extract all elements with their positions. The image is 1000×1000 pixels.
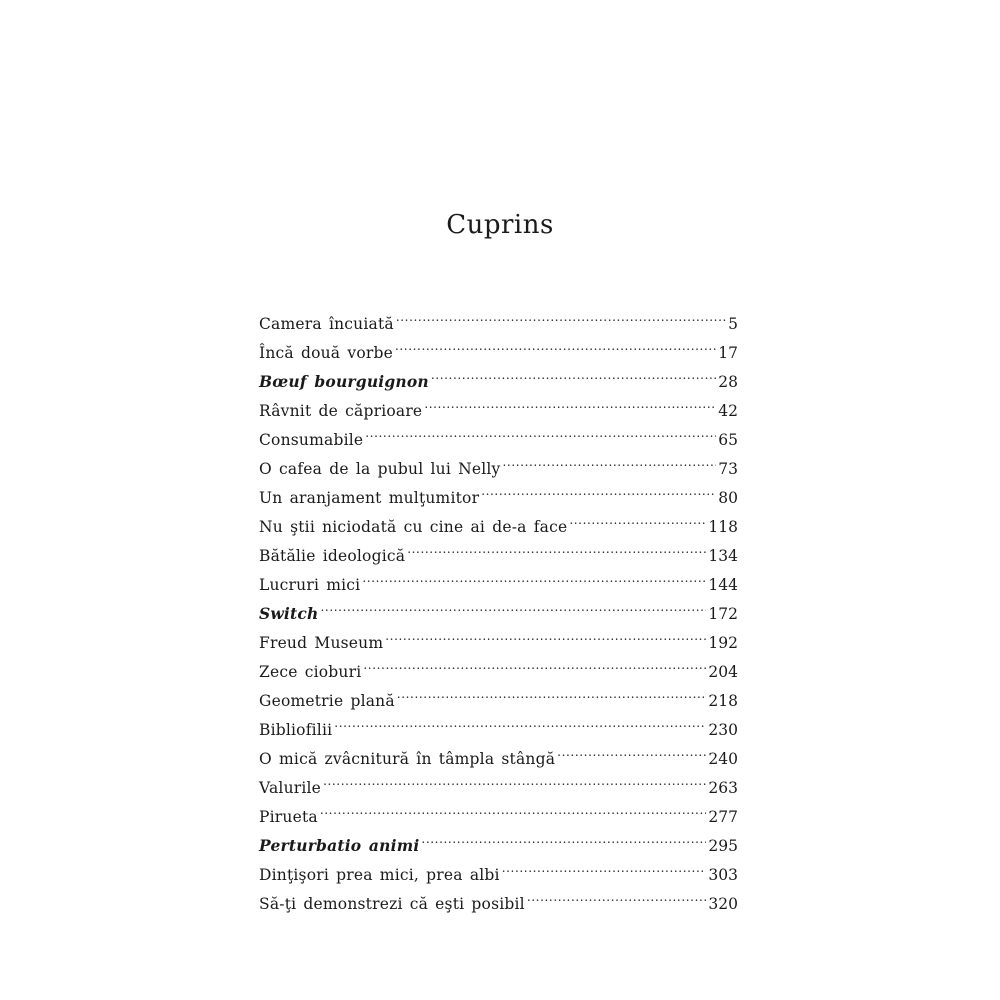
toc-entry-title: Pirueta — [259, 808, 318, 826]
toc-dot-leader — [362, 561, 706, 590]
toc-dot-leader — [431, 358, 716, 387]
toc-entry-page-number: 295 — [708, 837, 738, 855]
toc-entry-title: O cafea de la pubul lui Nelly — [259, 460, 501, 478]
toc-entry-title: O mică zvâcnitură în tâmpla stângă — [259, 750, 556, 768]
toc-dot-leader — [323, 764, 706, 793]
toc-entry — [259, 822, 738, 855]
page-title: Cuprins — [446, 210, 554, 240]
toc-dot-leader — [396, 300, 726, 329]
toc-dot-leader — [503, 445, 717, 474]
toc-entry-page-number: 80 — [718, 489, 738, 507]
toc-entry-title: Dinţişori prea mici, prea albi — [259, 866, 500, 884]
toc-entry-page-number: 263 — [708, 779, 738, 797]
toc-entry-title: Un aranjament mulţumitor — [259, 489, 480, 507]
toc-entry — [259, 300, 738, 333]
toc-entry — [259, 619, 738, 652]
toc-entry-title: Bătălie ideologică — [259, 547, 406, 565]
toc-entry-page-number: 303 — [708, 866, 738, 884]
toc-entry — [259, 764, 738, 797]
toc-entry-page-number: 28 — [718, 373, 738, 391]
toc-dot-leader — [421, 822, 706, 851]
toc-dot-leader — [365, 416, 716, 445]
toc-entry-page-number: 172 — [708, 605, 738, 623]
toc-entry-title: Switch — [259, 604, 319, 623]
toc-entry-title: Să-ţi demonstrezi că eşti posibil — [259, 895, 525, 913]
toc-entry-title: Bœuf bourguignon — [259, 372, 429, 391]
toc-entry-title: Valurile — [259, 779, 322, 797]
toc-dot-leader — [569, 503, 706, 532]
toc-entry-title: Râvnit de căprioare — [259, 402, 423, 420]
toc-entry-page-number: 240 — [708, 750, 738, 768]
toc-dot-leader — [424, 387, 716, 416]
toc-entry-page-number: 230 — [708, 721, 738, 739]
toc-dot-leader — [363, 648, 706, 677]
table-of-contents — [259, 300, 738, 913]
toc-dot-leader — [385, 619, 706, 648]
toc-dot-leader — [407, 532, 706, 561]
toc-dot-leader — [397, 677, 707, 706]
toc-entry-page-number: 144 — [708, 576, 738, 594]
toc-dot-leader — [527, 880, 707, 909]
toc-entry-title: Bibliofilii — [259, 721, 333, 739]
toc-entry-title: Geometrie plană — [259, 692, 395, 710]
toc-dot-leader — [481, 474, 716, 503]
toc-dot-leader — [334, 706, 706, 735]
toc-dot-leader — [321, 590, 707, 619]
toc-entry-title: Freud Museum — [259, 634, 384, 652]
toc-entry-page-number: 118 — [708, 518, 738, 536]
toc-entry-page-number: 204 — [708, 663, 738, 681]
toc-entry-page-number: 192 — [708, 634, 738, 652]
toc-entry-page-number: 277 — [708, 808, 738, 826]
toc-entry — [259, 793, 738, 826]
toc-entry-page-number: 134 — [708, 547, 738, 565]
toc-dot-leader — [320, 793, 707, 822]
toc-entry-title: Lucruri mici — [259, 576, 361, 594]
toc-entry-title: Zece cioburi — [259, 663, 362, 681]
toc-entry-page-number: 73 — [718, 460, 738, 478]
toc-entry-title: Consumabile — [259, 431, 364, 449]
toc-dot-leader — [395, 329, 716, 358]
toc-entry-page-number: 320 — [708, 895, 738, 913]
toc-entry-title: Nu ştii niciodată cu cine ai de-a face — [259, 518, 568, 536]
toc-entry-page-number: 5 — [728, 315, 738, 333]
toc-entry — [259, 590, 738, 623]
toc-entry-title: Camera încuiată — [259, 315, 394, 333]
toc-dot-leader — [502, 851, 707, 880]
toc-entry-page-number: 218 — [708, 692, 738, 710]
toc-entry-page-number: 42 — [718, 402, 738, 420]
toc-entry-page-number: 17 — [718, 344, 738, 362]
toc-entry-title: Perturbatio animi — [259, 836, 420, 855]
toc-dot-leader — [557, 735, 706, 764]
toc-entry-title: Încă două vorbe — [259, 344, 393, 362]
toc-entry-page-number: 65 — [718, 431, 738, 449]
